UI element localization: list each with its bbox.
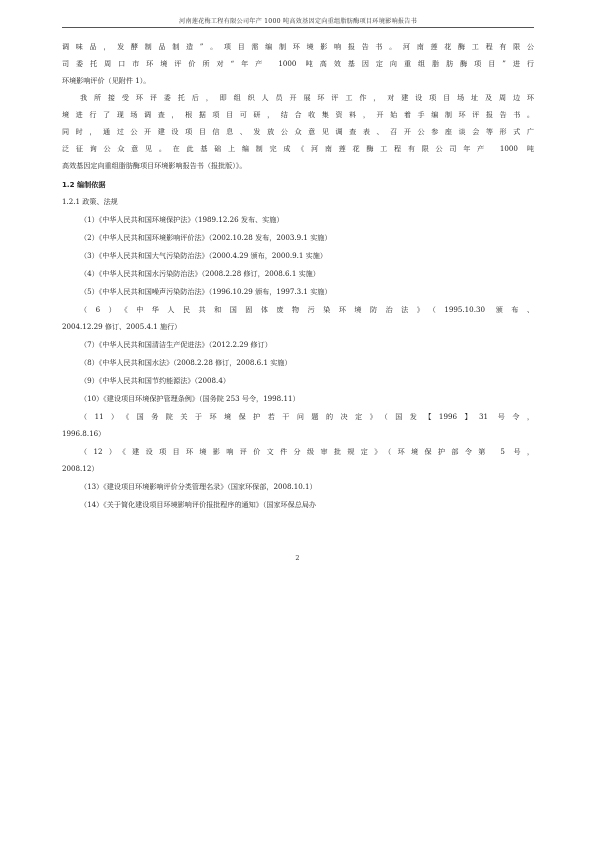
law-item: （14）《关于简化建设项目环境影响评价报批程序的通知》（国家环保总局办 (80, 500, 317, 509)
law-item-continuation: 2004.12.29 修订、2005.4.1 施行） (62, 322, 182, 331)
law-item: （1）《中华人民共和国环境保护法》（1989.12.26 发布、实施） (80, 215, 284, 224)
law-item: （13）《建设项目环境影响评价分类管理名录》（国家环保部，2008.10.1） (80, 482, 317, 491)
law-item: （3）《中华人民共和国大气污染防治法》（2000.4.29 颁布，2000.9.1 实施） (80, 251, 327, 260)
law-item: （4）《中华人民共和国水污染防治法》（2008.2.28 修订，2008.6.1 实施） (80, 269, 320, 278)
law-item: （2）《中华人民共和国环境影响评价法》（2002.10.28 发布，2003.9.1 实施） (80, 233, 332, 242)
law-item: （11）《国务院关于环境保护若干问题的决定》（国发【1996】31 号令， (80, 412, 534, 421)
running-header: 河南莲花梅工程有限公司年产 1000 吨高效基因定向重组脂肪酶项目环境影响报告书 (178, 18, 418, 25)
paragraph-1-line-1: 调味品，发酵制品制造”。项目需编制环境影响报告书。河南莲花酶工程有限公 (62, 42, 534, 51)
paragraph-2-line-5: 高效基因定向重组脂肪酶项目环境影响报告书（报批版）》。 (62, 161, 247, 170)
subsection-heading: 1.2.1 政策、法规 (62, 197, 118, 206)
law-item: （10）《建设项目环境保护管理条例》（国务院 253 号令，1998.11） (80, 394, 300, 403)
law-item: （8）《中华人民共和国水法》（2008.2.28 修订，2008.6.1 实施） (80, 358, 292, 367)
law-item: （6）《中华人民共和国固体废物污染环境防治法》（1995.10.30 颁布、 (80, 305, 534, 314)
paragraph-1-line-2: 司委托周口市环境评价所对“年产 1000 吨高效基因定向重组脂肪酶项目”进行 (62, 59, 534, 68)
law-item: （9）《中华人民共和国节约能源法》（2008.4） (80, 376, 230, 385)
law-item: （7）《中华人民共和国清洁生产促进法》（2012.2.29 修订） (80, 340, 272, 349)
header-rule (62, 27, 534, 28)
section-heading: 1.2 编制依据 (62, 180, 106, 189)
paragraph-2-line-2: 境进行了现场调查，根据项目可研，结合收集资料，开始着手编制环评报告书。 (62, 110, 534, 119)
law-item: （12）《建设项目环境影响评价文件分级审批规定》（环境保护部令第 5 号， (80, 447, 534, 456)
paragraph-2-line-4: 泛征询公众意见。在此基础上编制完成《河南莲花酶工程有限公司年产 1000 吨 (62, 144, 534, 153)
paragraph-1-line-3: 环境影响评价（见附件 1）。 (62, 76, 151, 85)
law-item-continuation: 1996.8.16） (62, 429, 106, 438)
law-item: （5）《中华人民共和国噪声污染防治法》（1996.10.29 颁布，1997.3.1 实施） (80, 287, 332, 296)
paragraph-2-line-3: 同时，通过公开建设项目信息、发放公众意见调查表、召开公参座谈会等形式广 (62, 127, 534, 136)
paragraph-2-line-1: 我所接受环评委托后，即组织人员开展环评工作，对建设项目场址及周边环 (80, 93, 534, 102)
page-number: 2 (295, 554, 300, 562)
law-item-continuation: 2008.12） (62, 464, 99, 473)
